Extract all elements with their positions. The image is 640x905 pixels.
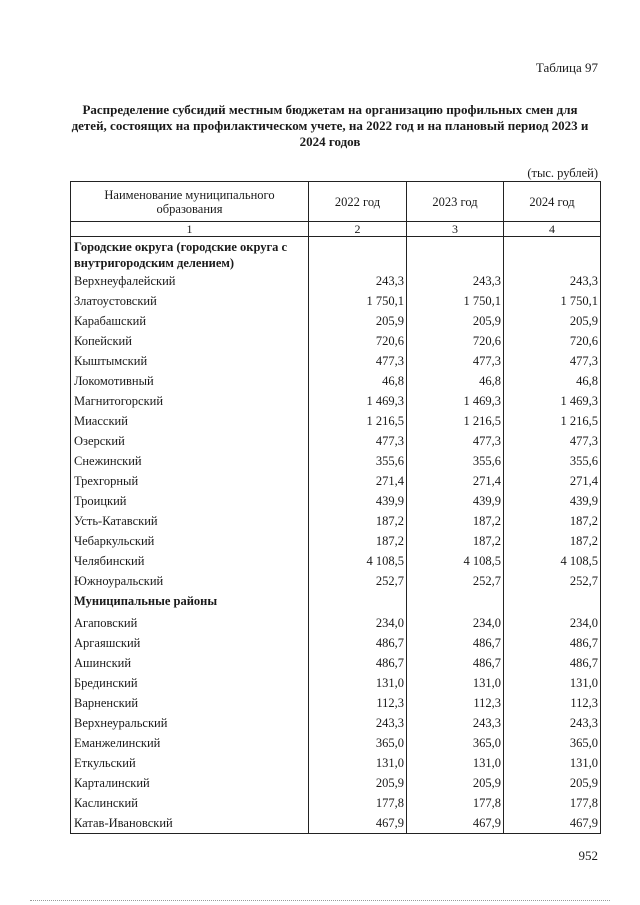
amount-2024: 486,7 — [504, 653, 601, 673]
header-2022: 2022 год — [309, 182, 407, 222]
amount-2022: 1 469,3 — [309, 391, 407, 411]
municipality-name: Озерский — [71, 431, 309, 451]
table-row — [71, 451, 601, 471]
section-row — [71, 591, 601, 613]
amount-2022: 187,2 — [309, 511, 407, 531]
municipality-name: Локомотивный — [71, 371, 309, 391]
amount-2024: 4 108,5 — [504, 551, 601, 571]
table-row — [71, 511, 601, 531]
municipality-name: Златоустовский — [71, 291, 309, 311]
amount-2024: 271,4 — [504, 471, 601, 491]
amount-2022: 271,4 — [309, 471, 407, 491]
amount-2024: 467,9 — [504, 813, 601, 834]
amount-2024: 252,7 — [504, 571, 601, 591]
municipality-name: Карабашский — [71, 311, 309, 331]
amount-2023: 205,9 — [407, 773, 504, 793]
amount-2024: 1 216,5 — [504, 411, 601, 431]
municipality-name: Усть-Катавский — [71, 511, 309, 531]
municipality-name: Кыштымский — [71, 351, 309, 371]
amount-2024: 365,0 — [504, 733, 601, 753]
amount-2024: 187,2 — [504, 511, 601, 531]
table-row — [71, 331, 601, 351]
amount-2023: 187,2 — [407, 511, 504, 531]
amount-2024: 477,3 — [504, 431, 601, 451]
amount-2023: 243,3 — [407, 713, 504, 733]
column-number-row — [71, 222, 601, 237]
table-row — [71, 471, 601, 491]
amount-2024: 46,8 — [504, 371, 601, 391]
amount-2022: 131,0 — [309, 673, 407, 693]
amount-2024: 1 750,1 — [504, 291, 601, 311]
table-row — [71, 733, 601, 753]
amount-2023: 439,9 — [407, 491, 504, 511]
amount-2023: 1 216,5 — [407, 411, 504, 431]
amount-2024: 720,6 — [504, 331, 601, 351]
amount-2022: 46,8 — [309, 371, 407, 391]
municipality-name: Брединский — [71, 673, 309, 693]
amount-2022: 4 108,5 — [309, 551, 407, 571]
amount-2023: 46,8 — [407, 371, 504, 391]
municipality-name: Миасский — [71, 411, 309, 431]
header-2023: 2023 год — [407, 182, 504, 222]
municipality-name: Чебаркульский — [71, 531, 309, 551]
amount-2023: 486,7 — [407, 653, 504, 673]
amount-2024: 243,3 — [504, 271, 601, 291]
table-row — [71, 371, 601, 391]
table-row — [71, 271, 601, 291]
table-row — [71, 391, 601, 411]
table-row — [71, 431, 601, 451]
empty-cell — [309, 237, 407, 272]
units-label: (тыс. рублей) — [527, 166, 598, 180]
amount-2023: 467,9 — [407, 813, 504, 834]
column-number: 2 — [309, 222, 407, 237]
amount-2022: 243,3 — [309, 713, 407, 733]
municipality-name: Агаповский — [71, 613, 309, 633]
municipality-name: Катав-Ивановский — [71, 813, 309, 834]
amount-2024: 234,0 — [504, 613, 601, 633]
amount-2022: 439,9 — [309, 491, 407, 511]
table-row — [71, 311, 601, 331]
table-row — [71, 613, 601, 633]
column-number: 3 — [407, 222, 504, 237]
header-municipality: Наименование муниципального образования — [71, 182, 309, 222]
municipality-name: Еткульский — [71, 753, 309, 773]
column-number: 1 — [71, 222, 309, 237]
municipality-name: Южноуральский — [71, 571, 309, 591]
header-row — [71, 182, 601, 222]
empty-cell — [504, 591, 601, 613]
amount-2022: 1 750,1 — [309, 291, 407, 311]
municipality-name: Варненский — [71, 693, 309, 713]
table-row — [71, 713, 601, 733]
empty-cell — [504, 237, 601, 272]
amount-2023: 1 469,3 — [407, 391, 504, 411]
table-body — [71, 237, 601, 834]
municipality-name: Копейский — [71, 331, 309, 351]
municipality-name: Снежинский — [71, 451, 309, 471]
municipality-name: Карталинский — [71, 773, 309, 793]
table-row — [71, 491, 601, 511]
table-row — [71, 571, 601, 591]
amount-2023: 4 108,5 — [407, 551, 504, 571]
section-heading: Муниципальные районы — [71, 591, 309, 613]
table-row — [71, 773, 601, 793]
amount-2023: 177,8 — [407, 793, 504, 813]
amount-2024: 112,3 — [504, 693, 601, 713]
table-row — [71, 753, 601, 773]
amount-2024: 131,0 — [504, 673, 601, 693]
column-number: 4 — [504, 222, 601, 237]
municipality-name: Челябинский — [71, 551, 309, 571]
amount-2023: 187,2 — [407, 531, 504, 551]
amount-2022: 1 216,5 — [309, 411, 407, 431]
municipality-name: Ашинский — [71, 653, 309, 673]
table-row — [71, 673, 601, 693]
amount-2024: 205,9 — [504, 311, 601, 331]
amount-2022: 205,9 — [309, 773, 407, 793]
amount-2022: 467,9 — [309, 813, 407, 834]
amount-2022: 187,2 — [309, 531, 407, 551]
table-row — [71, 531, 601, 551]
header-2024: 2024 год — [504, 182, 601, 222]
amount-2023: 365,0 — [407, 733, 504, 753]
amount-2022: 486,7 — [309, 653, 407, 673]
table-row — [71, 411, 601, 431]
amount-2023: 131,0 — [407, 673, 504, 693]
amount-2022: 234,0 — [309, 613, 407, 633]
table-row — [71, 633, 601, 653]
empty-cell — [407, 591, 504, 613]
bottom-divider — [30, 900, 610, 901]
municipality-name: Троицкий — [71, 491, 309, 511]
table-row — [71, 653, 601, 673]
amount-2024: 243,3 — [504, 713, 601, 733]
amount-2024: 1 469,3 — [504, 391, 601, 411]
amount-2022: 112,3 — [309, 693, 407, 713]
amount-2024: 486,7 — [504, 633, 601, 653]
municipality-name: Еманжелинский — [71, 733, 309, 753]
amount-2023: 252,7 — [407, 571, 504, 591]
amount-2023: 1 750,1 — [407, 291, 504, 311]
amount-2024: 355,6 — [504, 451, 601, 471]
amount-2022: 205,9 — [309, 311, 407, 331]
amount-2024: 187,2 — [504, 531, 601, 551]
amount-2022: 365,0 — [309, 733, 407, 753]
section-heading: Городские округа (городские округа с внутригородским делением) — [71, 237, 309, 272]
amount-2022: 477,3 — [309, 351, 407, 371]
amount-2022: 486,7 — [309, 633, 407, 653]
amount-2022: 177,8 — [309, 793, 407, 813]
page-number: 952 — [578, 848, 598, 863]
table-row — [71, 793, 601, 813]
amount-2024: 477,3 — [504, 351, 601, 371]
table-row — [71, 291, 601, 311]
table-row — [71, 351, 601, 371]
table-row — [71, 813, 601, 834]
subsidy-table — [70, 181, 601, 834]
empty-cell — [407, 237, 504, 272]
amount-2023: 720,6 — [407, 331, 504, 351]
amount-2023: 271,4 — [407, 471, 504, 491]
municipality-name: Трехгорный — [71, 471, 309, 491]
amount-2023: 112,3 — [407, 693, 504, 713]
municipality-name: Аргаяшский — [71, 633, 309, 653]
amount-2023: 477,3 — [407, 431, 504, 451]
municipality-name: Верхнеуральский — [71, 713, 309, 733]
amount-2024: 205,9 — [504, 773, 601, 793]
empty-cell — [309, 591, 407, 613]
amount-2023: 243,3 — [407, 271, 504, 291]
amount-2022: 131,0 — [309, 753, 407, 773]
document-title: Распределение субсидий местным бюджетам на организацию профильных смен для детей, состоящих на профилактическом учете, на 2022 год и на плановый период 2023 и 2024 годов — [71, 102, 589, 149]
municipality-name: Каслинский — [71, 793, 309, 813]
amount-2023: 355,6 — [407, 451, 504, 471]
amount-2023: 486,7 — [407, 633, 504, 653]
amount-2023: 477,3 — [407, 351, 504, 371]
table-number-label: Таблица 97 — [535, 60, 598, 75]
amount-2023: 205,9 — [407, 311, 504, 331]
section-row — [71, 237, 601, 272]
amount-2024: 177,8 — [504, 793, 601, 813]
amount-2024: 439,9 — [504, 491, 601, 511]
amount-2022: 355,6 — [309, 451, 407, 471]
amount-2022: 243,3 — [309, 271, 407, 291]
municipality-name: Верхнеуфалейский — [71, 271, 309, 291]
amount-2022: 477,3 — [309, 431, 407, 451]
amount-2023: 234,0 — [407, 613, 504, 633]
amount-2022: 252,7 — [309, 571, 407, 591]
amount-2022: 720,6 — [309, 331, 407, 351]
municipality-name: Магнитогорский — [71, 391, 309, 411]
amount-2024: 131,0 — [504, 753, 601, 773]
table-row — [71, 693, 601, 713]
table-row — [71, 551, 601, 571]
amount-2023: 131,0 — [407, 753, 504, 773]
